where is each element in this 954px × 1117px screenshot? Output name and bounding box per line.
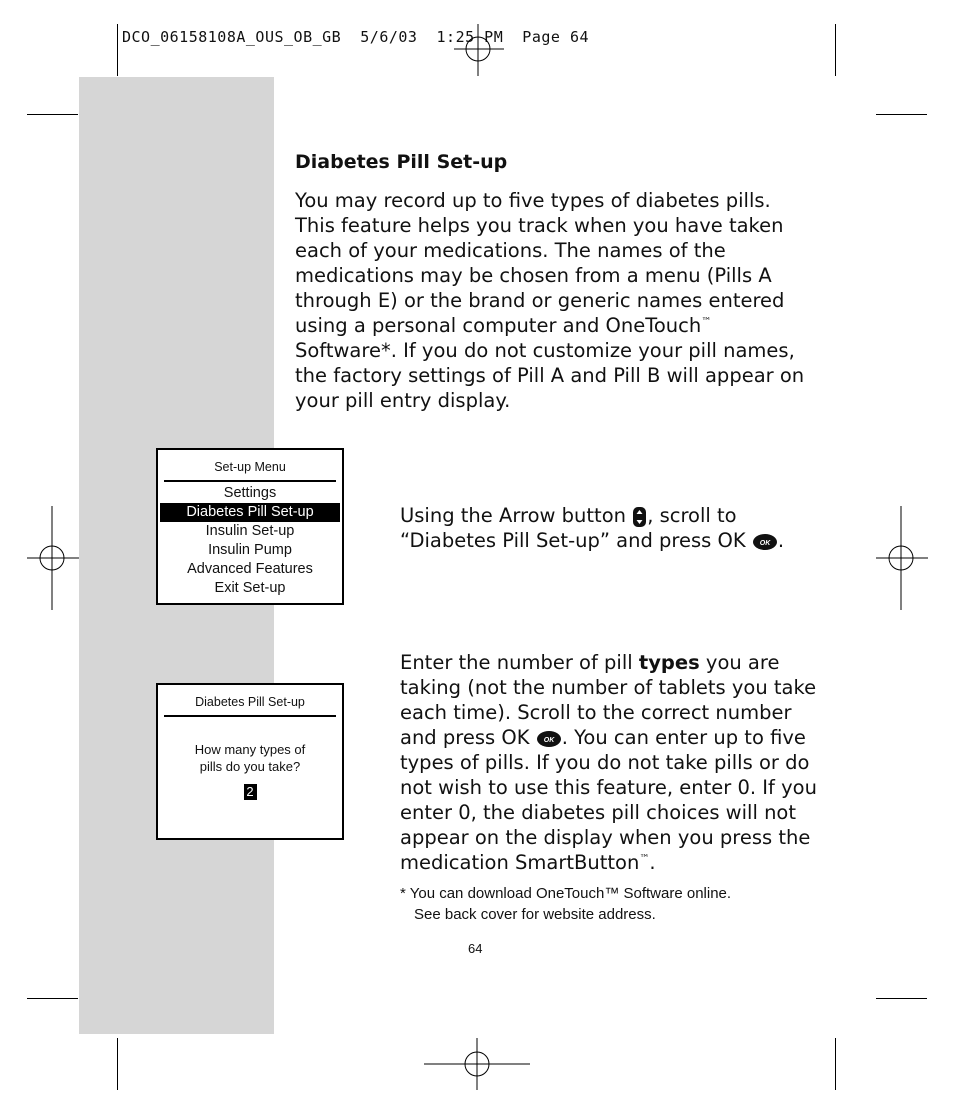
registration-mark-right-icon bbox=[876, 506, 928, 610]
registration-mark-top-icon bbox=[454, 24, 504, 76]
registration-mark-left-icon bbox=[27, 506, 79, 610]
print-header: DCO_06158108A_OUS_OB_GB 5/6/03 1:25 PM Page 64 bbox=[122, 28, 590, 46]
trademark: ™ bbox=[701, 316, 712, 328]
menu-item-advanced-features: Advanced Features bbox=[187, 561, 313, 577]
menu-item-exit-setup: Exit Set-up bbox=[214, 580, 286, 596]
intro-line: through E) or the brand or generic names entered bbox=[295, 289, 785, 312]
svg-text:OK: OK bbox=[543, 736, 554, 744]
screen-question: How many types of bbox=[194, 742, 306, 757]
section-title: Diabetes Pill Set-up bbox=[295, 151, 508, 173]
menu-item-insulin-setup: Insulin Set-up bbox=[205, 523, 295, 539]
footnote: * You can download OneTouch™ Software online. See back cover for website address. bbox=[400, 885, 732, 923]
step2-instructions: Enter the number of pill types you are taking (not the number of tablets you take each time). Scroll to the correct number and press OK OK . You can enter up to five types of pills. If you do not take pills or do not wish to use this feature, enter 0. If you enter 0, the diabetes pill choices will not appear on the display when you press the medication SmartButton™. bbox=[400, 651, 817, 874]
ok-button-icon bbox=[752, 533, 778, 551]
screen-header: Diabetes Pill Set-up bbox=[164, 685, 336, 717]
arrow-button-icon bbox=[632, 506, 647, 528]
svg-text:OK: OK bbox=[759, 539, 771, 547]
step1-instructions: Using the Arrow button , scroll to “Diabetes Pill Set-up” and press OK OK . bbox=[400, 504, 785, 552]
page-number: 64 bbox=[468, 941, 483, 956]
menu-item-insulin-pump: Insulin Pump bbox=[208, 542, 292, 558]
intro-line: Software*. If you do not customize your pill names, bbox=[295, 339, 795, 362]
meter-screen-setup-menu bbox=[156, 448, 344, 605]
trademark: ™ bbox=[639, 853, 650, 865]
menu-item-settings: Settings bbox=[223, 485, 277, 501]
intro-line: each of your medications. The names of the bbox=[295, 239, 726, 262]
registration-mark-bottom-icon bbox=[424, 1038, 530, 1090]
screen-header: Set-up Menu bbox=[164, 450, 336, 482]
menu-item-diabetes-pill-setup: Diabetes Pill Set-up bbox=[160, 503, 340, 522]
meter-screen-pill-setup bbox=[156, 683, 344, 840]
screen-question: pills do you take? bbox=[199, 759, 301, 774]
intro-line: medications may be chosen from a menu (Pills A bbox=[295, 264, 772, 287]
intro-line: the factory settings of Pill A and Pill B will appear on bbox=[295, 364, 805, 387]
intro-line: You may record up to five types of diabetes pills. bbox=[295, 189, 771, 212]
intro-paragraph bbox=[295, 188, 815, 413]
intro-line: using a personal computer and OneTouch™ bbox=[295, 314, 712, 337]
ok-button-icon bbox=[536, 730, 562, 748]
intro-line: your pill entry display. bbox=[295, 389, 511, 412]
pill-count-value: 2 bbox=[244, 784, 257, 800]
intro-line: This feature helps you track when you have taken bbox=[295, 214, 784, 237]
